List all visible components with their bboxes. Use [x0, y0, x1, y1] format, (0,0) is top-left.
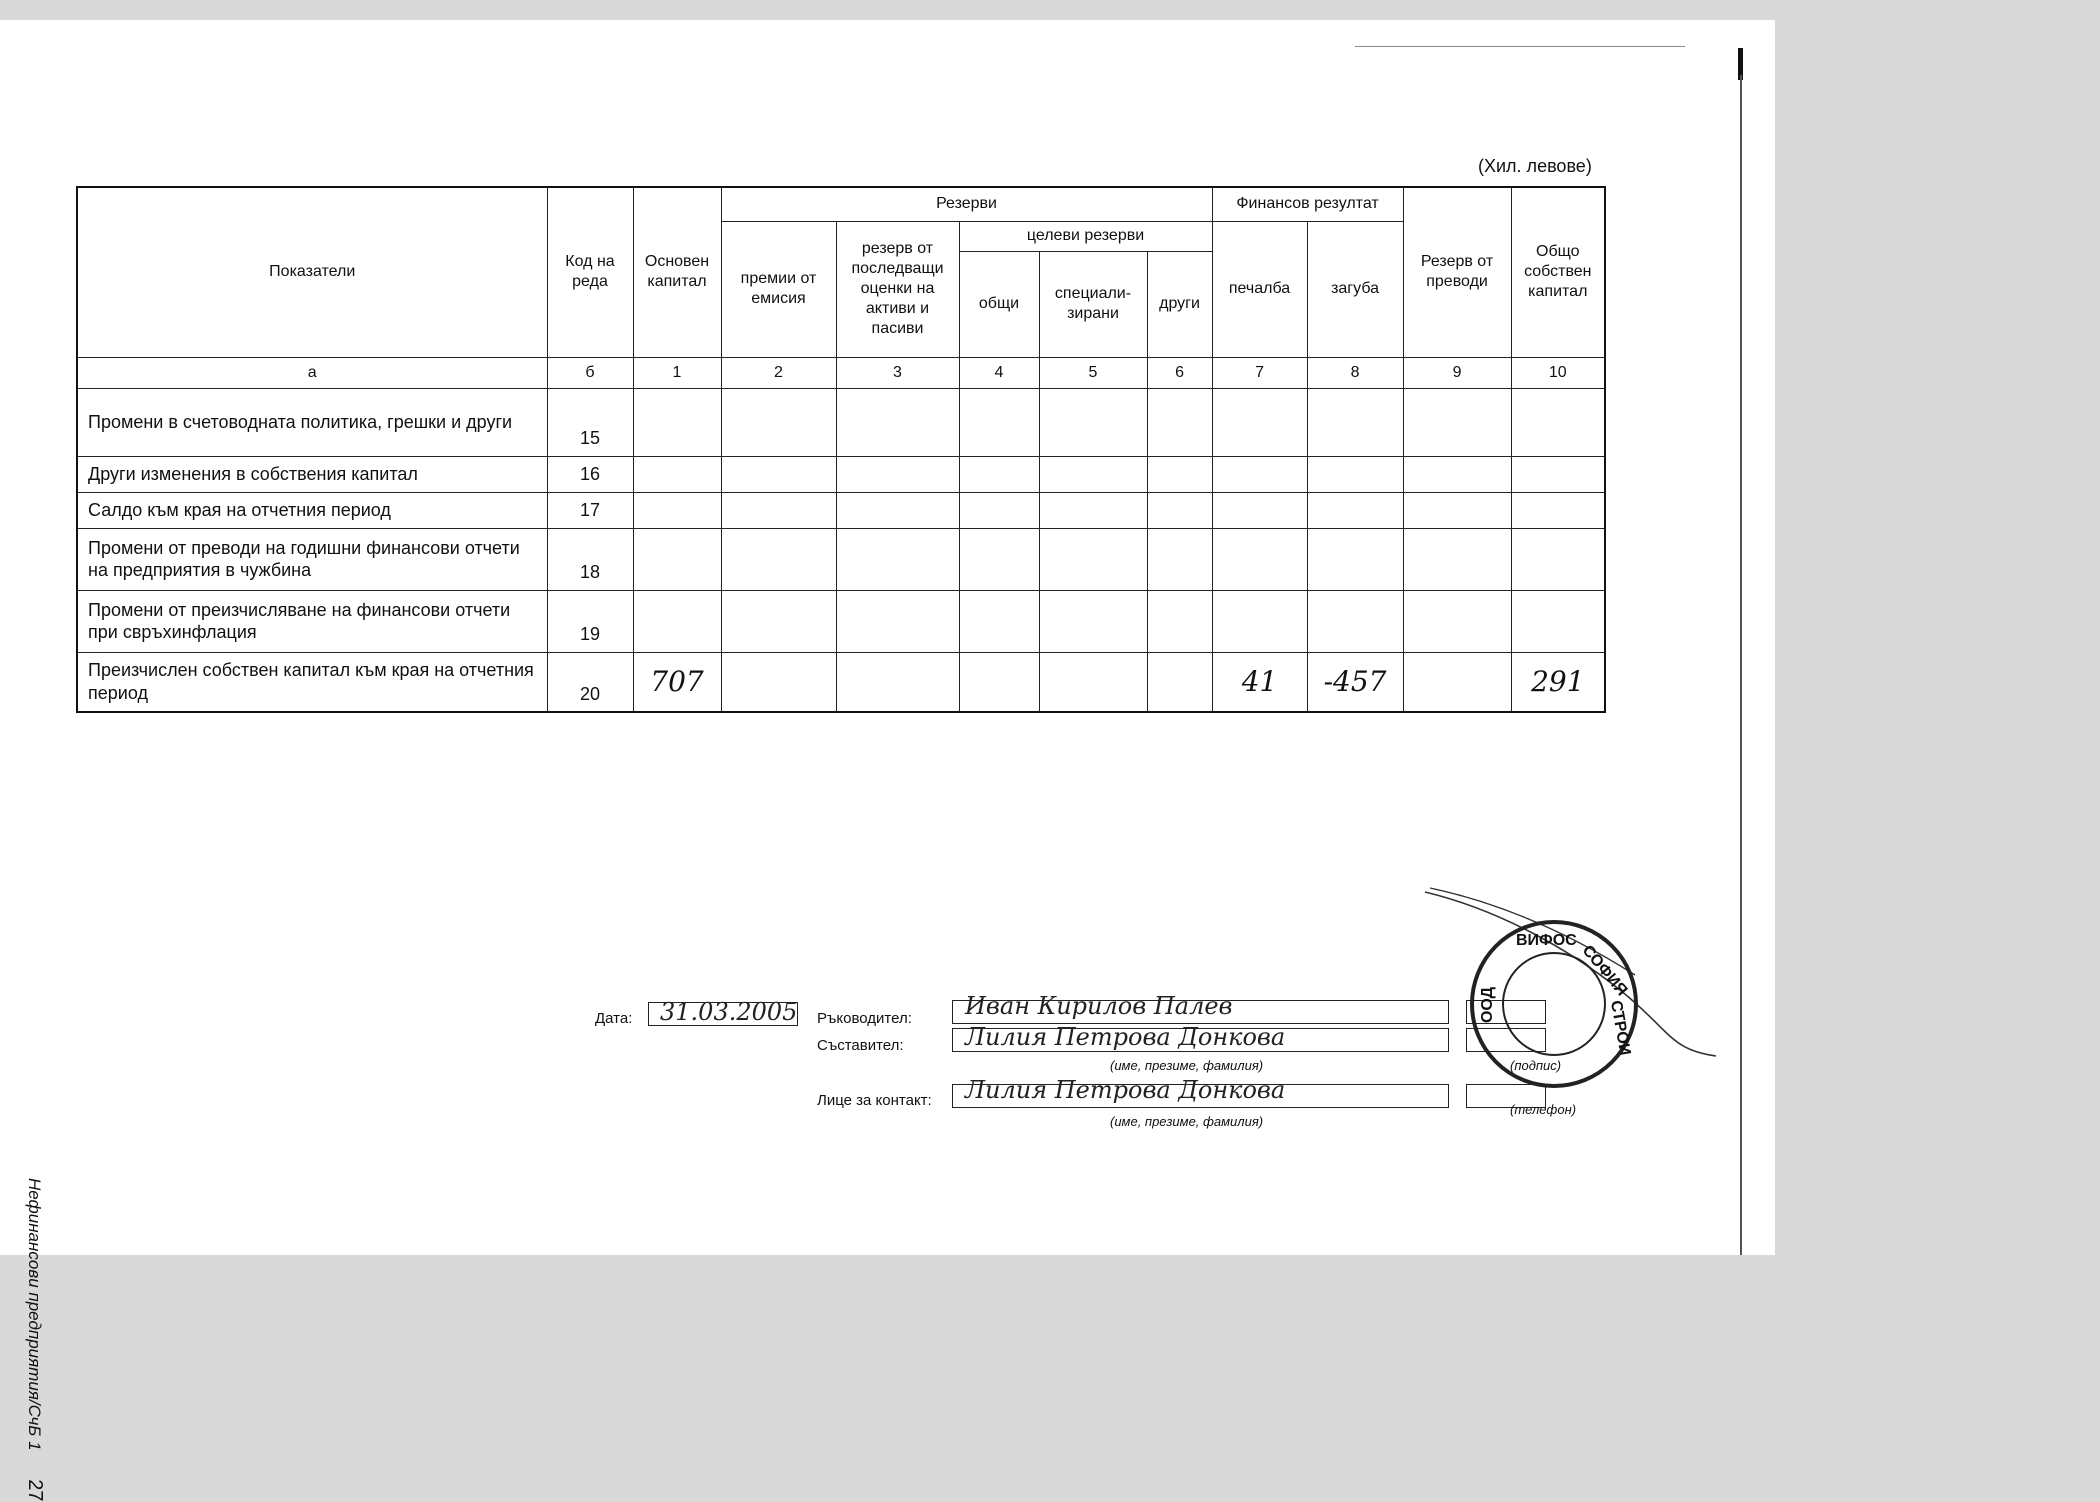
value-cell: -457: [1307, 652, 1403, 712]
manager-name: Иван Кирилов Палев: [965, 992, 1233, 1020]
value-cell: [1147, 492, 1212, 528]
value-cell: [1403, 528, 1511, 590]
value-cell: [633, 590, 721, 652]
index-cell: 4: [959, 357, 1039, 388]
index-cell: б: [547, 357, 633, 388]
contact-name: Лилия Петрова Донкова: [965, 1076, 1286, 1104]
form-name: Нефинансови предприятия/СчБ 1: [25, 1178, 44, 1451]
index-row: [77, 357, 1605, 388]
value-cell: [1039, 590, 1147, 652]
value-cell: 707: [633, 652, 721, 712]
value-cell: [836, 492, 959, 528]
value-cell: [1039, 528, 1147, 590]
value-cell: [1039, 492, 1147, 528]
value-cell: [1212, 590, 1307, 652]
row-code: 20: [547, 652, 633, 712]
value-cell: [959, 652, 1039, 712]
value-cell: [1039, 388, 1147, 456]
units-note: (Хил. левове): [1478, 156, 1592, 176]
header-other: други: [1147, 251, 1212, 357]
compiler-name: Лилия Петрова Донкова: [965, 1023, 1286, 1051]
index-cell: 7: [1212, 357, 1307, 388]
stamp-text: СТРОИ: [1606, 999, 1634, 1057]
value-cell: [1403, 492, 1511, 528]
index-cell: 9: [1403, 357, 1511, 388]
value-cell: [1307, 590, 1403, 652]
value-cell: [1511, 590, 1605, 652]
value-cell: [1511, 528, 1605, 590]
value-cell: [1511, 388, 1605, 456]
value-cell: [1147, 652, 1212, 712]
row-code: 15: [547, 388, 633, 456]
contact-label: Лице за контакт:: [817, 1092, 932, 1109]
value-cell: 41: [1212, 652, 1307, 712]
value-cell: [721, 652, 836, 712]
header-reserves: Резерви: [721, 187, 1212, 221]
compiler-label: Съставител:: [817, 1037, 904, 1054]
header-profit: печалба: [1212, 221, 1307, 357]
value-cell: [1212, 456, 1307, 492]
value-cell: [1039, 652, 1147, 712]
value-cell: [959, 590, 1039, 652]
row-label: Преизчислен собствен капитал към края на отчетния период: [77, 652, 547, 712]
value-cell: [721, 456, 836, 492]
value-cell: [1307, 456, 1403, 492]
signature-hint: (подпис): [1510, 1058, 1562, 1073]
value-cell: [633, 388, 721, 456]
header-revaluation-reserve: резерв от последващи оценки на активи и пасиви: [836, 221, 959, 357]
value-cell: [1403, 652, 1511, 712]
equity-table: [76, 186, 1606, 713]
header-specialized: специали-зирани: [1039, 251, 1147, 357]
page-edge: [1740, 75, 1742, 1255]
value-cell: [836, 388, 959, 456]
value-cell: [1307, 388, 1403, 456]
index-cell: 8: [1307, 357, 1403, 388]
page-number: 27: [24, 1479, 46, 1502]
header-financial-result: Финансов резултат: [1212, 187, 1403, 221]
table-row: [77, 388, 1605, 456]
value-cell: [1307, 528, 1403, 590]
value-cell: [1511, 492, 1605, 528]
value-cell: [959, 388, 1039, 456]
value-cell: [721, 590, 836, 652]
value-cell: [836, 652, 959, 712]
value-cell: [633, 492, 721, 528]
value-cell: [1403, 456, 1511, 492]
row-label: Салдо към края на отчетния период: [77, 492, 547, 528]
header-loss: загуба: [1307, 221, 1403, 357]
header-general: общи: [959, 251, 1039, 357]
row-code: 19: [547, 590, 633, 652]
value-cell: [721, 528, 836, 590]
value-cell: [1147, 528, 1212, 590]
value-cell: [1212, 388, 1307, 456]
table-row: [77, 492, 1605, 528]
header-translation-reserve: Резерв от преводи: [1403, 187, 1511, 357]
row-label: Промени в счетоводната политика, грешки и други: [77, 388, 547, 456]
header-target-reserves: целеви резерви: [959, 221, 1212, 251]
date-label: Дата:: [595, 1010, 633, 1027]
index-cell: 3: [836, 357, 959, 388]
value-cell: [1307, 492, 1403, 528]
value-cell: [1212, 492, 1307, 528]
value-cell: [1403, 388, 1511, 456]
company-stamp: [1470, 920, 1638, 1088]
value-cell: [959, 492, 1039, 528]
row-label: Промени от преводи на годишни финансови отчети на предприятия в чужбина: [77, 528, 547, 590]
value-cell: [1039, 456, 1147, 492]
value-cell: [1403, 590, 1511, 652]
header-indicators: Показатели: [77, 187, 547, 357]
value-cell: [1511, 456, 1605, 492]
value-cell: [633, 528, 721, 590]
value-cell: [1212, 528, 1307, 590]
index-cell: 10: [1511, 357, 1605, 388]
index-cell: а: [77, 357, 547, 388]
value-cell: [1147, 456, 1212, 492]
value-cell: [1147, 388, 1212, 456]
value-cell: [633, 456, 721, 492]
table-row: [77, 652, 1605, 712]
index-cell: 5: [1039, 357, 1147, 388]
stamp-text: ВИФОС: [1516, 932, 1577, 949]
value-cell: [721, 388, 836, 456]
stamp-text: СОФИЯ: [1578, 942, 1631, 1000]
value-cell: [1147, 590, 1212, 652]
value-cell: [836, 528, 959, 590]
table-body: [77, 388, 1605, 712]
name-hint: (име, презиме, фамилия): [1110, 1114, 1264, 1129]
row-code: 16: [547, 456, 633, 492]
table-row: [77, 590, 1605, 652]
scan-line: [1355, 46, 1685, 47]
row-label: Промени от преизчисляване на финансови отчети при свръхинфлация: [77, 590, 547, 652]
value-cell: [721, 492, 836, 528]
value-cell: [959, 528, 1039, 590]
value-cell: [836, 456, 959, 492]
table-row: [77, 456, 1605, 492]
header-row-code: Код на реда: [547, 187, 633, 357]
row-label: Други изменения в собствения капитал: [77, 456, 547, 492]
manager-label: Ръководител:: [817, 1010, 912, 1027]
value-cell: [959, 456, 1039, 492]
index-cell: 6: [1147, 357, 1212, 388]
stamp-text: ООД: [1479, 986, 1497, 1024]
row-code: 18: [547, 528, 633, 590]
date-value: 31.03.2005: [660, 998, 798, 1026]
name-hint: (име, презиме, фамилия): [1110, 1058, 1264, 1073]
index-cell: 1: [633, 357, 721, 388]
side-footer: [23, 1178, 46, 1502]
index-cell: 2: [721, 357, 836, 388]
value-cell: [836, 590, 959, 652]
value-cell: 291: [1511, 652, 1605, 712]
header-total-equity: Общо собствен капитал: [1511, 187, 1605, 357]
row-code: 17: [547, 492, 633, 528]
header-main-capital: Основен капитал: [633, 187, 721, 357]
phone-hint: (телефон): [1510, 1102, 1577, 1117]
table-row: [77, 528, 1605, 590]
header-issue-premiums: премии от емисия: [721, 221, 836, 357]
